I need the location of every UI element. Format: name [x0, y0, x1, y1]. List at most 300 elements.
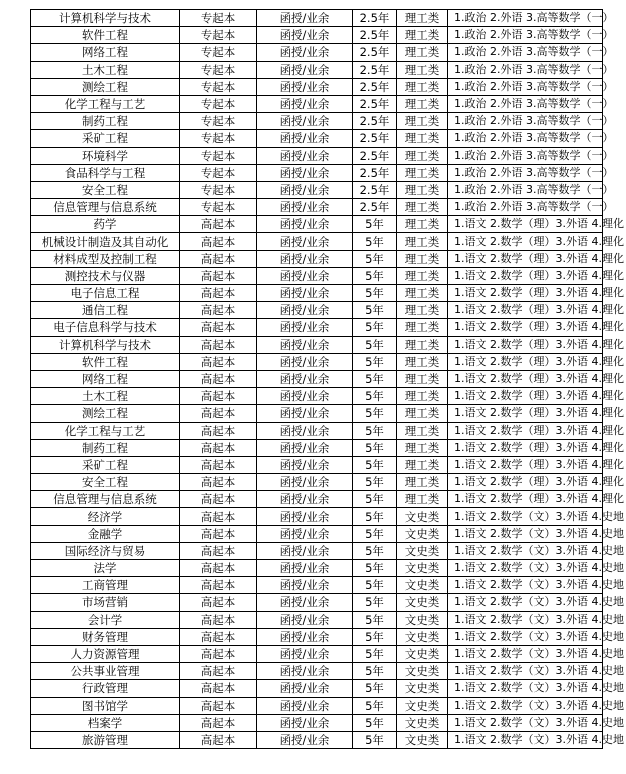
- exam-subjects-cell: 1.语文 2.数学（理）3.外语 4.理化: [448, 474, 603, 491]
- category-cell: 文史类: [397, 542, 448, 559]
- duration-cell: 5年: [353, 731, 397, 748]
- table-row: [31, 302, 603, 319]
- study-mode-cell: 函授/业余: [257, 10, 353, 27]
- study-mode-cell: 函授/业余: [257, 113, 353, 130]
- category-cell: 理工类: [397, 78, 448, 95]
- category-cell: 理工类: [397, 233, 448, 250]
- level-cell: 高起本: [180, 491, 257, 508]
- level-cell: 高起本: [180, 560, 257, 577]
- level-cell: 高起本: [180, 353, 257, 370]
- category-cell: 理工类: [397, 491, 448, 508]
- level-cell: 高起本: [180, 645, 257, 662]
- major-cell: 旅游管理: [31, 731, 180, 748]
- table-row: [31, 164, 603, 181]
- table-row: [31, 216, 603, 233]
- study-mode-cell: 函授/业余: [257, 78, 353, 95]
- level-cell: 高起本: [180, 508, 257, 525]
- major-cell: 采矿工程: [31, 456, 180, 473]
- major-cell: 测绘工程: [31, 405, 180, 422]
- major-cell: 公共事业管理: [31, 663, 180, 680]
- table-row: [31, 95, 603, 112]
- major-cell: 土木工程: [31, 61, 180, 78]
- level-cell: 高起本: [180, 336, 257, 353]
- table-row: [31, 78, 603, 95]
- level-cell: 高起本: [180, 302, 257, 319]
- study-mode-cell: 函授/业余: [257, 267, 353, 284]
- table-row: [31, 491, 603, 508]
- duration-cell: 5年: [353, 336, 397, 353]
- study-mode-cell: 函授/业余: [257, 508, 353, 525]
- program-table-body: [31, 10, 624, 749]
- level-cell: 高起本: [180, 680, 257, 697]
- level-cell: 高起本: [180, 405, 257, 422]
- exam-subjects-cell: 1.语文 2.数学（文）3.外语 4.史地: [448, 542, 603, 559]
- level-cell: 高起本: [180, 370, 257, 387]
- level-cell: 高起本: [180, 267, 257, 284]
- major-cell: 网络工程: [31, 370, 180, 387]
- category-cell: 文史类: [397, 594, 448, 611]
- exam-subjects-cell: 1.语文 2.数学（文）3.外语 4.史地: [448, 594, 603, 611]
- level-cell: 高起本: [180, 697, 257, 714]
- table-row: [31, 44, 603, 61]
- table-row: [31, 474, 603, 491]
- duration-cell: 2.5年: [353, 61, 397, 78]
- exam-subjects-cell: 1.语文 2.数学（理）3.外语 4.理化: [448, 388, 603, 405]
- table-row: [31, 405, 603, 422]
- category-cell: 理工类: [397, 113, 448, 130]
- study-mode-cell: 函授/业余: [257, 456, 353, 473]
- study-mode-cell: 函授/业余: [257, 645, 353, 662]
- table-row: [31, 181, 603, 198]
- category-cell: 理工类: [397, 95, 448, 112]
- duration-cell: 5年: [353, 611, 397, 628]
- level-cell: 高起本: [180, 319, 257, 336]
- major-cell: 行政管理: [31, 680, 180, 697]
- exam-subjects-cell: 1.政治 2.外语 3.高等数学（一）: [448, 10, 603, 27]
- level-cell: 高起本: [180, 233, 257, 250]
- level-cell: 高起本: [180, 525, 257, 542]
- category-cell: 理工类: [397, 388, 448, 405]
- category-cell: 理工类: [397, 439, 448, 456]
- major-cell: 档案学: [31, 714, 180, 731]
- study-mode-cell: 函授/业余: [257, 233, 353, 250]
- table-row: [31, 130, 603, 147]
- exam-subjects-cell: 1.语文 2.数学（理）3.外语 4.理化: [448, 233, 603, 250]
- major-cell: 国际经济与贸易: [31, 542, 180, 559]
- table-row: [31, 113, 603, 130]
- duration-cell: 2.5年: [353, 130, 397, 147]
- duration-cell: 2.5年: [353, 44, 397, 61]
- study-mode-cell: 函授/业余: [257, 594, 353, 611]
- exam-subjects-cell: 1.政治 2.外语 3.高等数学（一）: [448, 27, 603, 44]
- study-mode-cell: 函授/业余: [257, 319, 353, 336]
- study-mode-cell: 函授/业余: [257, 731, 353, 748]
- level-cell: 专起本: [180, 181, 257, 198]
- exam-subjects-cell: 1.语文 2.数学（理）3.外语 4.理化: [448, 336, 603, 353]
- level-cell: 专起本: [180, 27, 257, 44]
- level-cell: 高起本: [180, 577, 257, 594]
- level-cell: 高起本: [180, 216, 257, 233]
- category-cell: 理工类: [397, 44, 448, 61]
- table-row: [31, 560, 603, 577]
- exam-subjects-cell: 1.语文 2.数学（文）3.外语 4.史地: [448, 714, 603, 731]
- table-row: [31, 336, 603, 353]
- table-row: [31, 611, 603, 628]
- study-mode-cell: 函授/业余: [257, 250, 353, 267]
- level-cell: 高起本: [180, 422, 257, 439]
- exam-subjects-cell: 1.政治 2.外语 3.高等数学（一）: [448, 78, 603, 95]
- category-cell: 理工类: [397, 130, 448, 147]
- category-cell: 理工类: [397, 164, 448, 181]
- level-cell: 高起本: [180, 594, 257, 611]
- exam-subjects-cell: 1.政治 2.外语 3.高等数学（一）: [448, 130, 603, 147]
- exam-subjects-cell: 1.语文 2.数学（文）3.外语 4.史地: [448, 731, 603, 748]
- table-row: [31, 353, 603, 370]
- duration-cell: 5年: [353, 560, 397, 577]
- duration-cell: 5年: [353, 405, 397, 422]
- category-cell: 理工类: [397, 405, 448, 422]
- major-cell: 电子信息工程: [31, 285, 180, 302]
- major-cell: 安全工程: [31, 474, 180, 491]
- exam-subjects-cell: 1.语文 2.数学（文）3.外语 4.史地: [448, 628, 603, 645]
- category-cell: 文史类: [397, 525, 448, 542]
- category-cell: 文史类: [397, 628, 448, 645]
- level-cell: 专起本: [180, 10, 257, 27]
- category-cell: 理工类: [397, 216, 448, 233]
- major-cell: 测绘工程: [31, 78, 180, 95]
- category-cell: 文史类: [397, 611, 448, 628]
- exam-subjects-cell: 1.语文 2.数学（文）3.外语 4.史地: [448, 508, 603, 525]
- major-cell: 食品科学与工程: [31, 164, 180, 181]
- study-mode-cell: 函授/业余: [257, 697, 353, 714]
- table-row: [31, 285, 603, 302]
- major-cell: 机械设计制造及其自动化: [31, 233, 180, 250]
- table-row: [31, 542, 603, 559]
- table-row: [31, 370, 603, 387]
- major-cell: 通信工程: [31, 302, 180, 319]
- duration-cell: 5年: [353, 388, 397, 405]
- category-cell: 文史类: [397, 560, 448, 577]
- category-cell: 理工类: [397, 10, 448, 27]
- duration-cell: 2.5年: [353, 199, 397, 216]
- duration-cell: 5年: [353, 285, 397, 302]
- category-cell: 文史类: [397, 714, 448, 731]
- exam-subjects-cell: 1.语文 2.数学（文）3.外语 4.史地: [448, 645, 603, 662]
- study-mode-cell: 函授/业余: [257, 422, 353, 439]
- study-mode-cell: 函授/业余: [257, 44, 353, 61]
- major-cell: 制药工程: [31, 113, 180, 130]
- major-cell: 材料成型及控制工程: [31, 250, 180, 267]
- exam-subjects-cell: 1.语文 2.数学（理）3.外语 4.理化: [448, 267, 603, 284]
- duration-cell: 5年: [353, 491, 397, 508]
- duration-cell: 5年: [353, 250, 397, 267]
- exam-subjects-cell: 1.政治 2.外语 3.高等数学（一）: [448, 44, 603, 61]
- category-cell: 理工类: [397, 474, 448, 491]
- table-row: [31, 714, 603, 731]
- exam-subjects-cell: 1.政治 2.外语 3.高等数学（一）: [448, 147, 603, 164]
- level-cell: 高起本: [180, 611, 257, 628]
- exam-subjects-cell: 1.语文 2.数学（理）3.外语 4.理化: [448, 285, 603, 302]
- category-cell: 理工类: [397, 353, 448, 370]
- table-row: [31, 439, 603, 456]
- level-cell: 专起本: [180, 61, 257, 78]
- study-mode-cell: 函授/业余: [257, 714, 353, 731]
- major-cell: 计算机科学与技术: [31, 336, 180, 353]
- level-cell: 高起本: [180, 456, 257, 473]
- category-cell: 文史类: [397, 645, 448, 662]
- category-cell: 理工类: [397, 319, 448, 336]
- study-mode-cell: 函授/业余: [257, 542, 353, 559]
- study-mode-cell: 函授/业余: [257, 680, 353, 697]
- category-cell: 理工类: [397, 61, 448, 78]
- category-cell: 理工类: [397, 336, 448, 353]
- category-cell: 理工类: [397, 27, 448, 44]
- duration-cell: 5年: [353, 302, 397, 319]
- exam-subjects-cell: 1.政治 2.外语 3.高等数学（一）: [448, 181, 603, 198]
- exam-subjects-cell: 1.语文 2.数学（理）3.外语 4.理化: [448, 405, 603, 422]
- duration-cell: 2.5年: [353, 95, 397, 112]
- study-mode-cell: 函授/业余: [257, 405, 353, 422]
- exam-subjects-cell: 1.语文 2.数学（文）3.外语 4.史地: [448, 560, 603, 577]
- major-cell: 制药工程: [31, 439, 180, 456]
- program-table: [30, 9, 624, 749]
- level-cell: 专起本: [180, 199, 257, 216]
- major-cell: 测控技术与仪器: [31, 267, 180, 284]
- duration-cell: 5年: [353, 353, 397, 370]
- table-row: [31, 628, 603, 645]
- table-row: [31, 267, 603, 284]
- duration-cell: 2.5年: [353, 147, 397, 164]
- category-cell: 理工类: [397, 250, 448, 267]
- exam-subjects-cell: 1.政治 2.外语 3.高等数学（一）: [448, 95, 603, 112]
- study-mode-cell: 函授/业余: [257, 336, 353, 353]
- duration-cell: 5年: [353, 267, 397, 284]
- exam-subjects-cell: 1.政治 2.外语 3.高等数学（一）: [448, 164, 603, 181]
- duration-cell: 5年: [353, 233, 397, 250]
- study-mode-cell: 函授/业余: [257, 130, 353, 147]
- exam-subjects-cell: 1.政治 2.外语 3.高等数学（一）: [448, 113, 603, 130]
- level-cell: 高起本: [180, 663, 257, 680]
- table-row: [31, 10, 603, 27]
- level-cell: 高起本: [180, 388, 257, 405]
- duration-cell: 5年: [353, 508, 397, 525]
- duration-cell: 5年: [353, 456, 397, 473]
- duration-cell: 5年: [353, 474, 397, 491]
- level-cell: 专起本: [180, 130, 257, 147]
- table-row: [31, 663, 603, 680]
- duration-cell: 5年: [353, 319, 397, 336]
- level-cell: 专起本: [180, 95, 257, 112]
- table-row: [31, 250, 603, 267]
- study-mode-cell: 函授/业余: [257, 388, 353, 405]
- table-row: [31, 645, 603, 662]
- category-cell: 理工类: [397, 302, 448, 319]
- study-mode-cell: 函授/业余: [257, 577, 353, 594]
- exam-subjects-cell: 1.语文 2.数学（理）3.外语 4.理化: [448, 422, 603, 439]
- study-mode-cell: 函授/业余: [257, 663, 353, 680]
- level-cell: 高起本: [180, 731, 257, 748]
- level-cell: 高起本: [180, 285, 257, 302]
- study-mode-cell: 函授/业余: [257, 181, 353, 198]
- major-cell: 采矿工程: [31, 130, 180, 147]
- table-row: [31, 508, 603, 525]
- duration-cell: 5年: [353, 594, 397, 611]
- exam-subjects-cell: 1.语文 2.数学（理）3.外语 4.理化: [448, 319, 603, 336]
- major-cell: 药学: [31, 216, 180, 233]
- category-cell: 文史类: [397, 697, 448, 714]
- level-cell: 高起本: [180, 542, 257, 559]
- major-cell: 经济学: [31, 508, 180, 525]
- category-cell: 理工类: [397, 267, 448, 284]
- major-cell: 化学工程与工艺: [31, 422, 180, 439]
- major-cell: 会计学: [31, 611, 180, 628]
- category-cell: 文史类: [397, 577, 448, 594]
- study-mode-cell: 函授/业余: [257, 370, 353, 387]
- table-row: [31, 388, 603, 405]
- duration-cell: 5年: [353, 663, 397, 680]
- exam-subjects-cell: 1.语文 2.数学（理）3.外语 4.理化: [448, 439, 603, 456]
- level-cell: 专起本: [180, 44, 257, 61]
- table-row: [31, 525, 603, 542]
- study-mode-cell: 函授/业余: [257, 628, 353, 645]
- major-cell: 图书馆学: [31, 697, 180, 714]
- category-cell: 文史类: [397, 731, 448, 748]
- level-cell: 高起本: [180, 628, 257, 645]
- level-cell: 专起本: [180, 147, 257, 164]
- category-cell: 文史类: [397, 508, 448, 525]
- exam-subjects-cell: 1.政治 2.外语 3.高等数学（一）: [448, 199, 603, 216]
- study-mode-cell: 函授/业余: [257, 147, 353, 164]
- category-cell: 理工类: [397, 147, 448, 164]
- table-row: [31, 233, 603, 250]
- duration-cell: 5年: [353, 216, 397, 233]
- duration-cell: 5年: [353, 577, 397, 594]
- table-row: [31, 199, 603, 216]
- level-cell: 高起本: [180, 714, 257, 731]
- table-row: [31, 27, 603, 44]
- major-cell: 信息管理与信息系统: [31, 199, 180, 216]
- level-cell: 专起本: [180, 78, 257, 95]
- level-cell: 专起本: [180, 164, 257, 181]
- exam-subjects-cell: 1.语文 2.数学（文）3.外语 4.史地: [448, 680, 603, 697]
- major-cell: 财务管理: [31, 628, 180, 645]
- level-cell: 高起本: [180, 250, 257, 267]
- study-mode-cell: 函授/业余: [257, 353, 353, 370]
- exam-subjects-cell: 1.政治 2.外语 3.高等数学（一）: [448, 61, 603, 78]
- study-mode-cell: 函授/业余: [257, 611, 353, 628]
- duration-cell: 2.5年: [353, 181, 397, 198]
- exam-subjects-cell: 1.语文 2.数学（理）3.外语 4.理化: [448, 250, 603, 267]
- duration-cell: 5年: [353, 680, 397, 697]
- major-cell: 工商管理: [31, 577, 180, 594]
- duration-cell: 2.5年: [353, 164, 397, 181]
- category-cell: 文史类: [397, 663, 448, 680]
- major-cell: 化学工程与工艺: [31, 95, 180, 112]
- duration-cell: 2.5年: [353, 113, 397, 130]
- study-mode-cell: 函授/业余: [257, 560, 353, 577]
- category-cell: 理工类: [397, 456, 448, 473]
- major-cell: 电子信息科学与技术: [31, 319, 180, 336]
- study-mode-cell: 函授/业余: [257, 61, 353, 78]
- category-cell: 理工类: [397, 199, 448, 216]
- table-row: [31, 577, 603, 594]
- study-mode-cell: 函授/业余: [257, 491, 353, 508]
- major-cell: 市场营销: [31, 594, 180, 611]
- category-cell: 理工类: [397, 370, 448, 387]
- category-cell: 文史类: [397, 680, 448, 697]
- duration-cell: 2.5年: [353, 78, 397, 95]
- exam-subjects-cell: 1.语文 2.数学（文）3.外语 4.史地: [448, 577, 603, 594]
- table-row: [31, 594, 603, 611]
- table-row: [31, 680, 603, 697]
- exam-subjects-cell: 1.语文 2.数学（理）3.外语 4.理化: [448, 456, 603, 473]
- exam-subjects-cell: 1.语文 2.数学（理）3.外语 4.理化: [448, 302, 603, 319]
- major-cell: 网络工程: [31, 44, 180, 61]
- duration-cell: 5年: [353, 542, 397, 559]
- table-row: [31, 319, 603, 336]
- study-mode-cell: 函授/业余: [257, 474, 353, 491]
- study-mode-cell: 函授/业余: [257, 199, 353, 216]
- category-cell: 理工类: [397, 181, 448, 198]
- major-cell: 环境科学: [31, 147, 180, 164]
- major-cell: 信息管理与信息系统: [31, 491, 180, 508]
- table-row: [31, 456, 603, 473]
- study-mode-cell: 函授/业余: [257, 285, 353, 302]
- exam-subjects-cell: 1.语文 2.数学（文）3.外语 4.史地: [448, 697, 603, 714]
- table-row: [31, 422, 603, 439]
- major-cell: 软件工程: [31, 27, 180, 44]
- major-cell: 人力资源管理: [31, 645, 180, 662]
- duration-cell: 5年: [353, 525, 397, 542]
- duration-cell: 5年: [353, 439, 397, 456]
- table-row: [31, 731, 603, 748]
- table-row: [31, 697, 603, 714]
- duration-cell: 5年: [353, 714, 397, 731]
- exam-subjects-cell: 1.语文 2.数学（文）3.外语 4.史地: [448, 663, 603, 680]
- study-mode-cell: 函授/业余: [257, 216, 353, 233]
- major-cell: 安全工程: [31, 181, 180, 198]
- category-cell: 理工类: [397, 285, 448, 302]
- exam-subjects-cell: 1.语文 2.数学（理）3.外语 4.理化: [448, 370, 603, 387]
- program-table-container: [30, 9, 624, 749]
- table-row: [31, 147, 603, 164]
- exam-subjects-cell: 1.语文 2.数学（文）3.外语 4.史地: [448, 611, 603, 628]
- level-cell: 专起本: [180, 113, 257, 130]
- duration-cell: 2.5年: [353, 27, 397, 44]
- duration-cell: 2.5年: [353, 10, 397, 27]
- duration-cell: 5年: [353, 422, 397, 439]
- study-mode-cell: 函授/业余: [257, 439, 353, 456]
- major-cell: 金融学: [31, 525, 180, 542]
- study-mode-cell: 函授/业余: [257, 525, 353, 542]
- table-row: [31, 61, 603, 78]
- exam-subjects-cell: 1.语文 2.数学（文）3.外语 4.史地: [448, 525, 603, 542]
- major-cell: 软件工程: [31, 353, 180, 370]
- exam-subjects-cell: 1.语文 2.数学（理）3.外语 4.理化: [448, 216, 603, 233]
- study-mode-cell: 函授/业余: [257, 27, 353, 44]
- level-cell: 高起本: [180, 474, 257, 491]
- study-mode-cell: 函授/业余: [257, 95, 353, 112]
- exam-subjects-cell: 1.语文 2.数学（理）3.外语 4.理化: [448, 353, 603, 370]
- duration-cell: 5年: [353, 370, 397, 387]
- level-cell: 高起本: [180, 439, 257, 456]
- duration-cell: 5年: [353, 697, 397, 714]
- study-mode-cell: 函授/业余: [257, 302, 353, 319]
- major-cell: 土木工程: [31, 388, 180, 405]
- exam-subjects-cell: 1.语文 2.数学（理）3.外语 4.理化: [448, 491, 603, 508]
- duration-cell: 5年: [353, 645, 397, 662]
- major-cell: 法学: [31, 560, 180, 577]
